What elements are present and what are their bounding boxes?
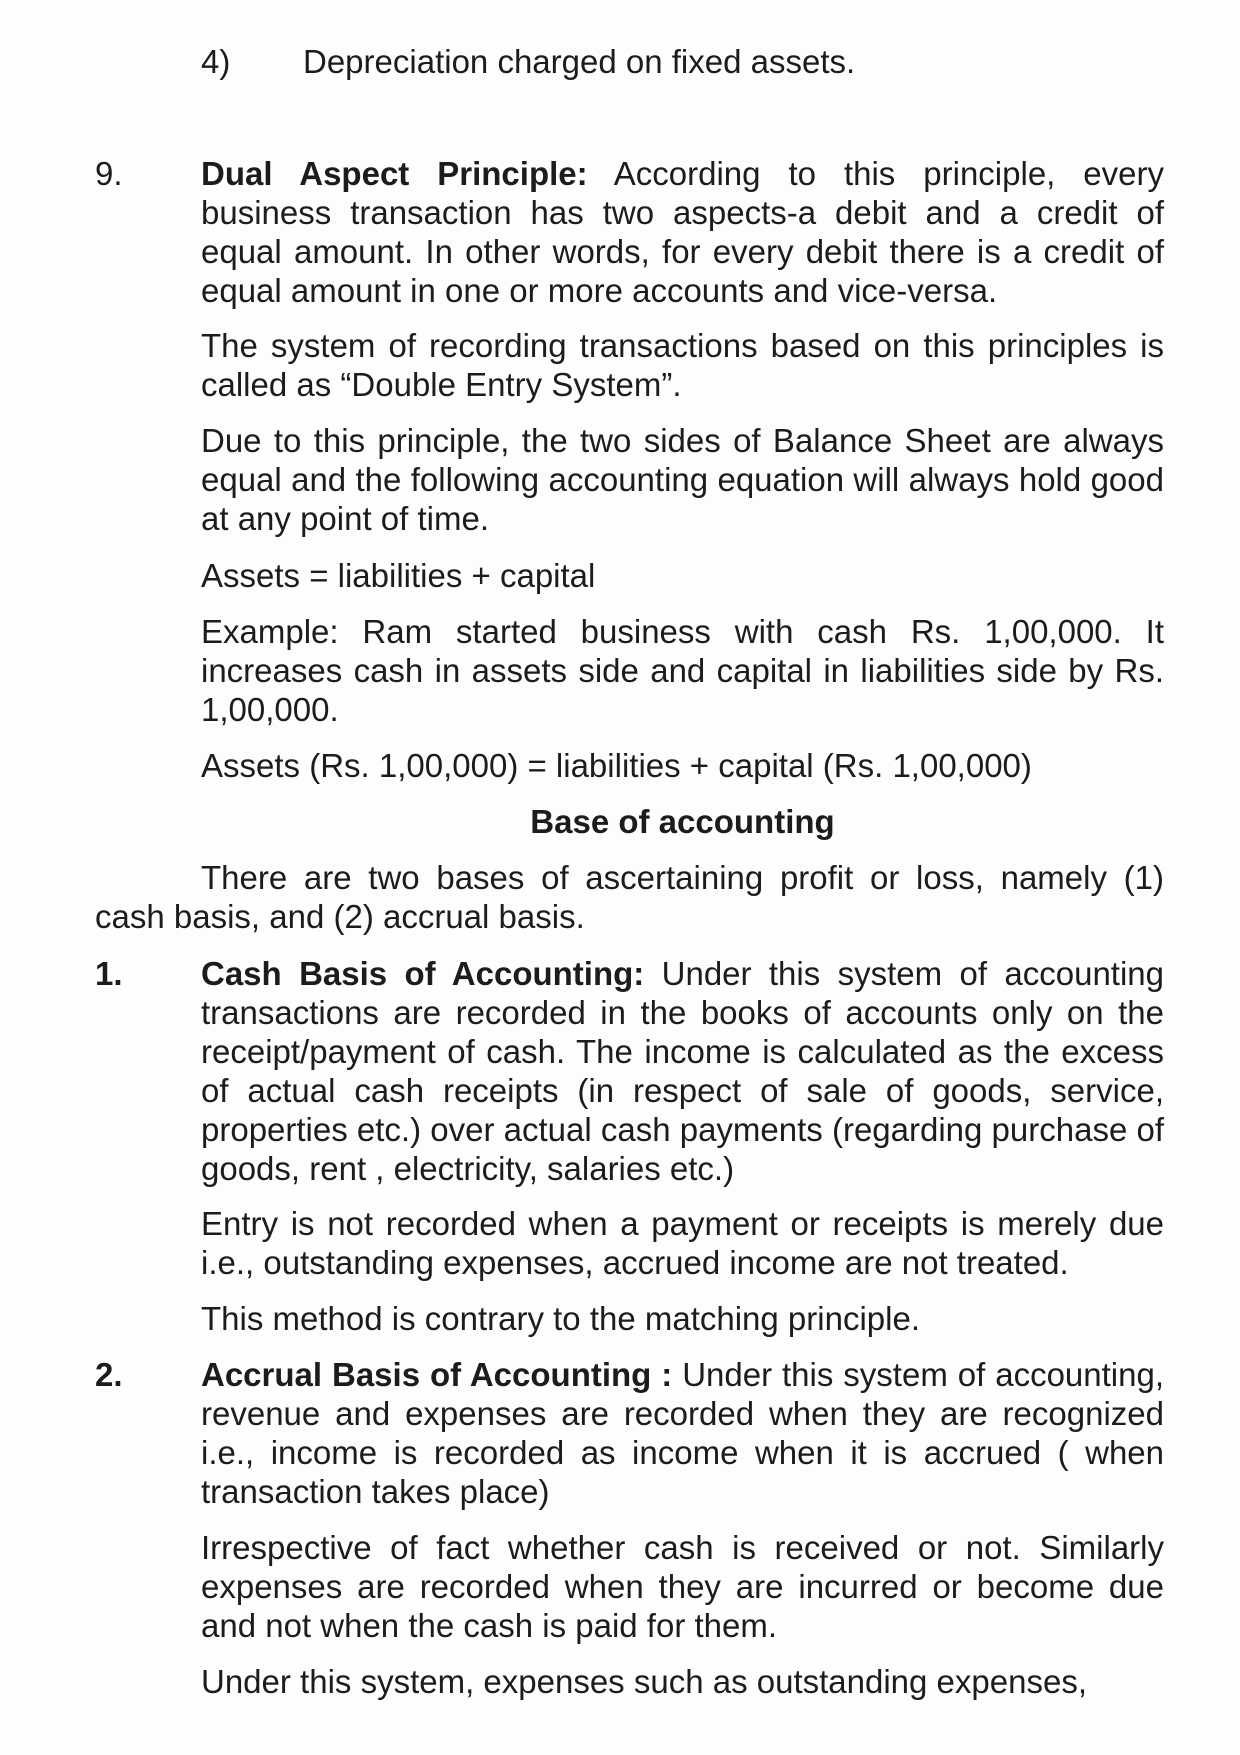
dual-aspect-title: Dual Aspect Principle:: [201, 155, 588, 192]
accrual-basis-title: Accrual Basis of Accounting :: [201, 1356, 673, 1393]
item-4-number: 4): [201, 43, 231, 80]
base-intro-text: There are two bases of ascertaining profit or loss, namely (1) cash basis, and (2) accrual basis.: [95, 859, 1164, 935]
example-paragraph: Example: Ram started business with cash Rs. 1,00,000. It increases cash in assets side and capital in liabilities side by Rs. 1,00,000.: [201, 613, 1164, 728]
accrual-irrespective-paragraph: Irrespective of fact whether cash is received or not. Similarly expenses are recorded when they are incurred or become due and not when the cash is paid for them.: [201, 1529, 1164, 1644]
balance-sheet-paragraph: Due to this principle, the two sides of Balance Sheet are always equal and the following accounting equation will always hold good at any point of time.: [201, 422, 1164, 537]
cash-basis-text: Under this system of accounting transactions are recorded in the books of accounts only on the receipt/payment of cash. The income is calculated as the excess of actual cash receipts (in respect of sale of goods, service, properties etc.) over actual cash payments (regarding purchase of goods, rent , electricity, salaries etc.): [201, 955, 1164, 1187]
cash-basis-entry-paragraph: Entry is not recorded when a payment or receipts is merely due i.e., outstanding expenses, accrued income are not treated.: [201, 1205, 1164, 1281]
accounting-equation: Assets = liabilities + capital: [201, 557, 596, 594]
double-entry-paragraph: The system of recording transactions based on this principles is called as “Double Entry System”.: [201, 327, 1164, 403]
dual-aspect-paragraph: [201, 154, 1164, 310]
accrual-basis-number: 2.: [95, 1356, 123, 1393]
cash-basis-title: Cash Basis of Accounting:: [201, 955, 645, 992]
cash-basis-number: 1.: [95, 955, 123, 992]
cash-basis-matching-paragraph: This method is contrary to the matching principle.: [201, 1300, 920, 1337]
example-equation: Assets (Rs. 1,00,000) = liabilities + capital (Rs. 1,00,000): [201, 747, 1032, 784]
item-4-text: Depreciation charged on fixed assets.: [303, 43, 856, 80]
dual-aspect-text: According to this principle, every business transaction has two aspects-a debit and a credit of equal amount. In other words, for every debit there is a credit of equal amount in one or more accounts and vice-versa.: [201, 155, 1164, 309]
base-intro-paragraph: [95, 858, 1164, 936]
base-of-accounting-heading: Base of accounting: [530, 803, 835, 840]
accrual-outstanding-paragraph: Under this system, expenses such as outstanding expenses,: [201, 1663, 1087, 1700]
cash-basis-paragraph: [201, 954, 1164, 1188]
accrual-basis-paragraph: [201, 1355, 1164, 1511]
section-9-number: 9.: [95, 155, 123, 192]
accrual-basis-text: Under this system of accounting, revenue and expenses are recorded when they are recognized i.e., income is recorded as income when it is accrued ( when transaction takes place): [201, 1356, 1164, 1510]
